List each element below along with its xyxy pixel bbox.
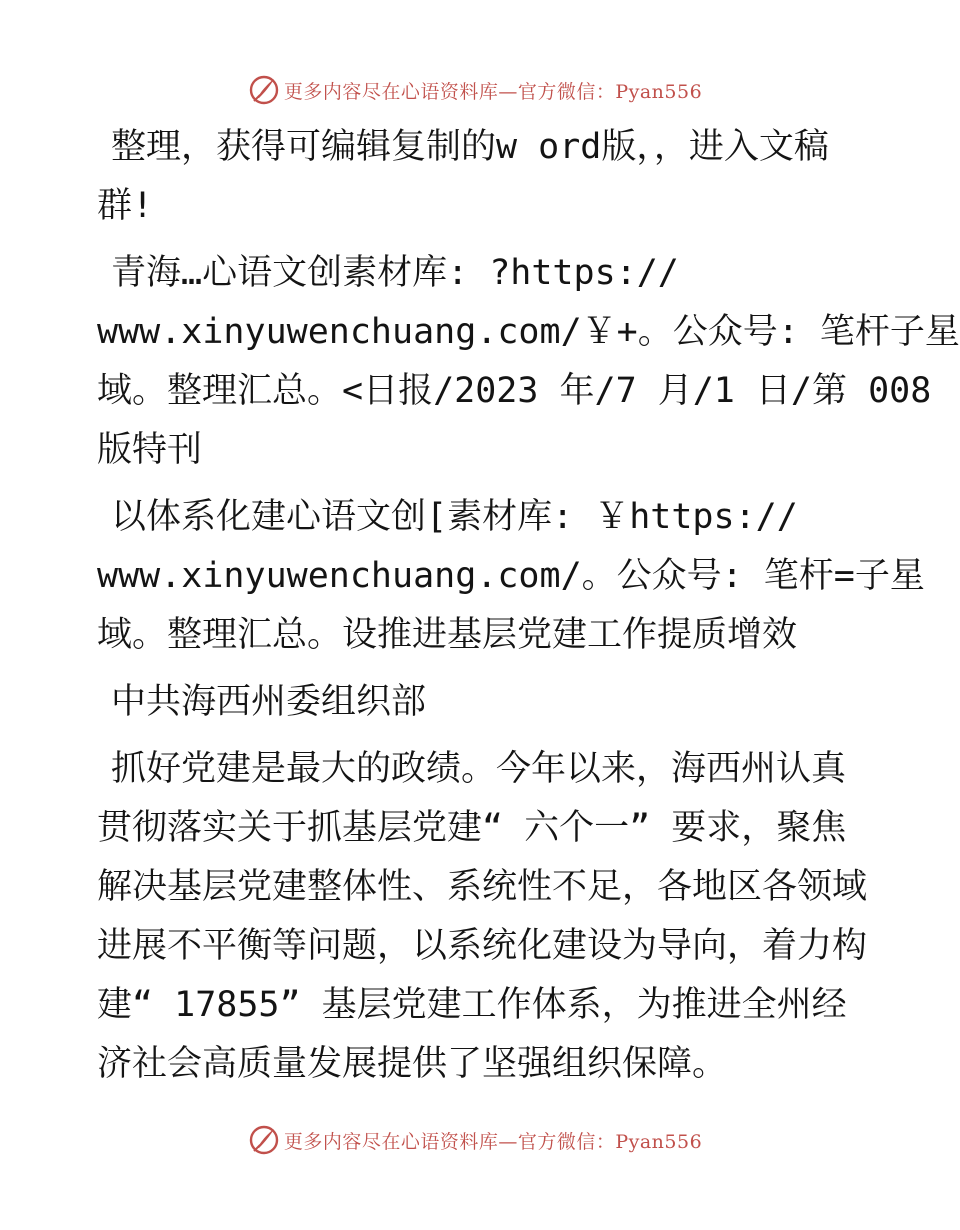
quill-logo-icon xyxy=(248,1124,280,1156)
text-line: 建“ 17855” 基层党建工作体系，为推进全州经 xyxy=(97,985,847,1025)
text-line: www.xinyuwenchuang.com/￥+。公众号: 笔杆子星 xyxy=(97,312,960,352)
text-line: 解决基层党建整体性、系统性不足，各地区各领域 xyxy=(97,867,868,907)
text-line: 版特刊 xyxy=(97,430,203,470)
text-line: 抓好党建是最大的政绩。今年以来，海西州认真 xyxy=(111,749,847,789)
text-line: 青海…心语文创素材库: ?https:// xyxy=(111,253,679,293)
footer-watermark-banner xyxy=(0,1120,950,1160)
paragraph-2 xyxy=(97,244,960,480)
paragraph-3 xyxy=(97,488,925,665)
text-line: www.xinyuwenchuang.com/。公众号: 笔杆=子星 xyxy=(97,556,925,596)
paragraph-5 xyxy=(97,740,868,1094)
header-watermark-banner xyxy=(0,70,950,110)
text-line: 整理，获得可编辑复制的w ord版，，进入文稿 xyxy=(111,127,829,167)
text-line: 济社会高质量发展提供了坚强组织保障。 xyxy=(97,1044,728,1084)
text-line: 贯彻落实关于抓基层党建“ 六个一” 要求，聚焦 xyxy=(97,808,847,848)
author-line: 中共海西州委组织部 xyxy=(111,682,427,722)
text-line: 进展不平衡等问题，以系统化建设为导向，着力构 xyxy=(97,926,868,966)
text-line: 域。整理汇总。<日报/2023 年/7 月/1 日/第 008 xyxy=(97,371,932,411)
header-banner-text: 更多内容尽在心语资料库—官方微信：Pyan556 xyxy=(283,80,703,103)
quill-logo-icon xyxy=(248,74,280,106)
text-line: 群! xyxy=(97,186,154,226)
text-line: 域。整理汇总。设推进基层党建工作提质增效 xyxy=(97,615,798,655)
paragraph-4 xyxy=(97,673,857,732)
paragraph-1 xyxy=(97,118,857,236)
footer-banner-text: 更多内容尽在心语资料库—官方微信：Pyan556 xyxy=(283,1130,703,1153)
text-line: 以体系化建心语文创[素材库: ￥https:// xyxy=(111,497,798,537)
document-body xyxy=(97,118,960,1102)
